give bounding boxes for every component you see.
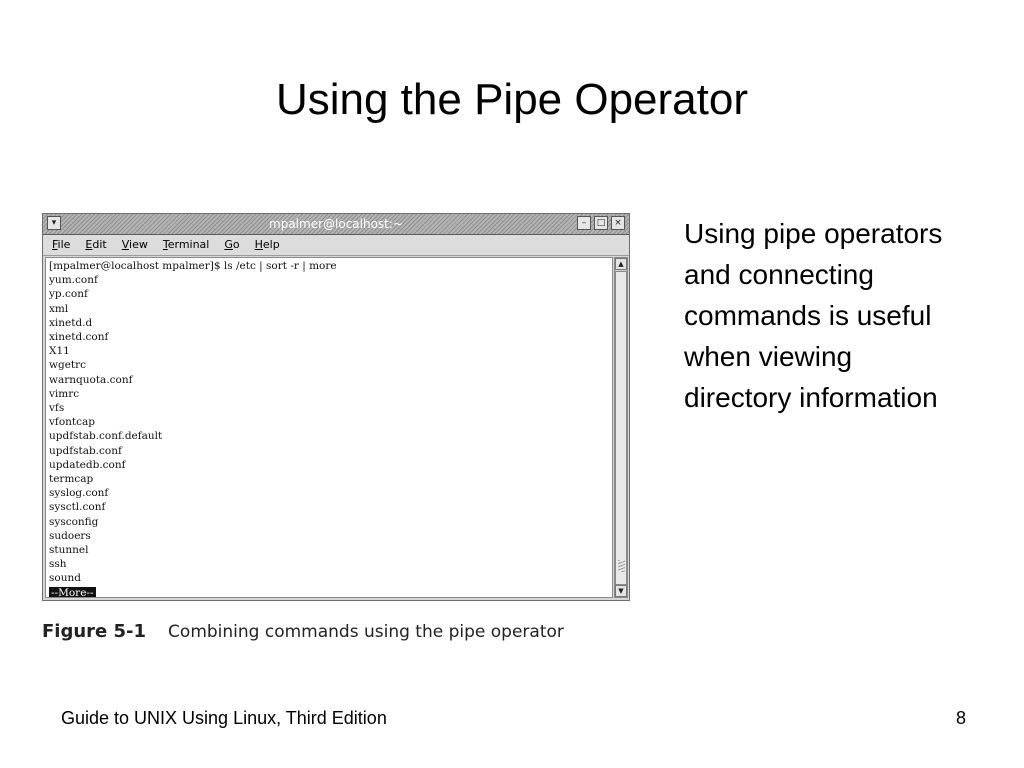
prompt-line: [mpalmer@localhost mpalmer]$ ls /etc | sort -r | more <box>49 260 337 272</box>
more-prompt: --More-- <box>51 586 94 598</box>
terminal-line: sound <box>49 572 81 585</box>
scroll-thumb[interactable] <box>615 271 627 585</box>
slide-body-text: Using pipe operators and connecting commands is useful when viewing directory information <box>684 218 943 413</box>
scroll-down-arrow-icon[interactable]: ▼ <box>615 585 627 597</box>
terminal-line: warnquota.conf <box>49 373 133 386</box>
scroll-grip-icon <box>618 560 625 572</box>
terminal-output[interactable] <box>45 257 613 598</box>
window-title: mpalmer@localhost:~ <box>269 217 403 231</box>
menu-terminal[interactable]: Terminal <box>162 238 210 251</box>
terminal-line: syslog.conf <box>49 487 109 500</box>
figure-number: Figure 5-1 <box>42 621 147 642</box>
terminal-window <box>42 213 630 601</box>
terminal-line: xml <box>49 302 69 315</box>
terminal-line: vimrc <box>49 387 80 400</box>
terminal-line: updfstab.conf <box>49 444 122 457</box>
terminal-line: yp.conf <box>49 288 88 301</box>
window-titlebar[interactable] <box>43 214 629 235</box>
menu-edit[interactable]: Edit <box>85 238 107 251</box>
terminal-line: stunnel <box>49 544 89 557</box>
menu-help[interactable]: Help <box>254 238 280 251</box>
terminal-line: sysctl.conf <box>49 501 106 514</box>
terminal-line: vfs <box>49 402 65 415</box>
terminal-line: updfstab.conf.default <box>49 430 163 443</box>
maximize-button[interactable]: □ <box>594 216 608 230</box>
minimize-button[interactable]: – <box>577 216 591 230</box>
terminal-line: wgetrc <box>49 359 87 372</box>
terminal-line: termcap <box>49 473 94 486</box>
terminal-line: X11 <box>49 345 70 358</box>
terminal-line: sysconfig <box>49 515 99 528</box>
scroll-up-arrow-icon[interactable]: ▲ <box>615 258 627 270</box>
menu-bar <box>43 235 629 256</box>
terminal-line: sudoers <box>49 529 91 542</box>
menu-go[interactable]: Go <box>224 238 240 251</box>
figure-caption <box>42 620 564 644</box>
terminal-line: updatedb.conf <box>49 458 126 471</box>
terminal-line: ssh <box>49 558 67 571</box>
window-menu-icon[interactable]: ▾ <box>47 216 61 230</box>
terminal-line: xinetd.d <box>49 316 93 329</box>
menu-file[interactable]: File <box>52 238 71 251</box>
slide-footer: Guide to UNIX Using Linux, Third Edition <box>61 708 387 728</box>
figure-caption-text: Combining commands using the pipe operator <box>168 622 564 642</box>
terminal-line: vfontcap <box>49 416 95 429</box>
slide-title: Using the Pipe Operator <box>275 75 749 124</box>
close-button[interactable]: × <box>611 216 625 230</box>
terminal-line: xinetd.conf <box>49 331 109 344</box>
vertical-scrollbar[interactable] <box>614 257 628 598</box>
menu-view[interactable]: View <box>121 238 148 251</box>
terminal-line: yum.conf <box>49 274 98 287</box>
page-number: 8 <box>955 708 966 728</box>
